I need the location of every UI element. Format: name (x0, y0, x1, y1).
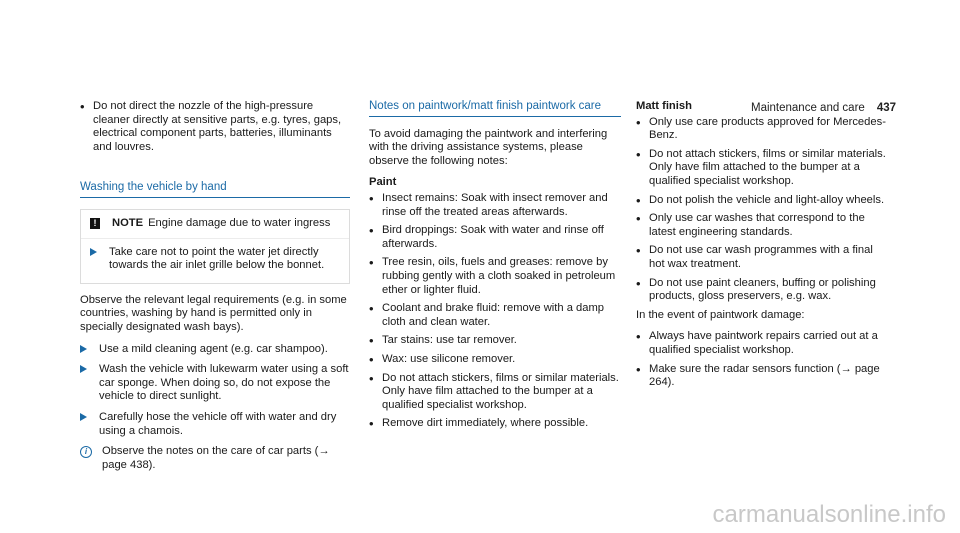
info-text: Observe the notes on the care of car parts (→ page 438). (102, 445, 330, 471)
section-title-washing: Washing the vehicle by hand (80, 181, 350, 198)
list-item: • Make sure the radar sensors function (→ page 264). (636, 363, 886, 390)
step-3 (80, 411, 350, 438)
column-3 (636, 100, 886, 395)
list-item: • Do not attach stickers, films or similar materials. Only have film attached to the bumper at a qualified specialist workshop. (636, 148, 886, 189)
legal-paragraph: Observe the relevant legal requirements (e.g. in some countries, washing by hand is permitted only in specially designated wash bays). (80, 293, 347, 333)
list-item: • Insect remains: Soak with insect remover and rinse off the treated areas afterwards. (369, 192, 621, 219)
note-step (90, 246, 340, 273)
paint-heading: Paint (369, 176, 397, 189)
info-note (80, 445, 350, 472)
warning-icon: ! (90, 218, 100, 229)
list-item: • Do not direct the nozzle of the high-pressure cleaner directly at sensitive parts, e.g. tyres, gaps, electrical component parts, batteries, illuminants and louvres. (80, 100, 350, 154)
intro-list (80, 100, 350, 154)
matt-heading: Matt finish (636, 100, 692, 112)
list-item: • Do not attach stickers, films or similar materials. Only have film attached to the bumper at a qualified specialist workshop. (369, 372, 621, 413)
step-arrow-icon (80, 365, 87, 373)
note-box (80, 209, 350, 284)
list-item: • Wax: use silicone remover. (369, 353, 621, 367)
list-item: • Coolant and brake fluid: remove with a damp cloth and clean water. (369, 302, 621, 329)
list-item: • Tar stains: use tar remover. (369, 334, 621, 348)
list-item: • Remove dirt immediately, where possible. (369, 417, 621, 431)
list-item: • Only use car washes that correspond to the latest engineering standards. (636, 212, 886, 239)
step-arrow-icon (80, 345, 87, 353)
step-arrow-icon (80, 413, 87, 421)
damage-list (636, 330, 886, 389)
step-2 (80, 363, 350, 404)
paintwork-intro: To avoid damaging the paintwork and interfering with the driving assistance systems, please observe the following notes: (369, 127, 608, 167)
note-label: NOTE (112, 216, 144, 229)
list-item: • Do not use car wash programmes with a final hot wax treatment. (636, 244, 886, 271)
header-title: Maintenance and care (751, 102, 865, 114)
info-icon: i (80, 446, 92, 458)
list-item: • Always have paintwork repairs carried out at a qualified specialist workshop. (636, 330, 886, 357)
watermark: carmanualsonline.info (712, 501, 946, 528)
matt-list (636, 116, 886, 304)
list-item: • Do not use paint cleaners, buffing or polishing products, gloss preservers, e.g. wax. (636, 277, 886, 304)
column-2 (369, 100, 621, 436)
step-text: Carefully hose the vehicle off with water and dry using a chamois. (99, 410, 337, 437)
list-item: • Do not polish the vehicle and light-alloy wheels. (636, 194, 886, 208)
list-item: • Only use care products approved for Mercedes-Benz. (636, 116, 886, 143)
step-text: Use a mild cleaning agent (e.g. car shampoo). (99, 342, 328, 355)
section-title-paintwork: Notes on paintwork/matt finish paintwork care (369, 100, 621, 117)
note-body (81, 238, 349, 283)
note-header (81, 210, 349, 238)
list-item: • Bird droppings: Soak with water and rinse off afterwards. (369, 224, 621, 251)
step-1 (80, 343, 350, 357)
note-step-text: Take care not to point the water jet directly towards the air inlet grille below the bonnet. (109, 245, 325, 272)
step-text: Wash the vehicle with lukewarm water using a soft car sponge. When doing so, do not expose the vehicle to direct sunlight. (99, 363, 349, 403)
column-1 (80, 100, 350, 472)
paint-list (369, 192, 621, 431)
page-number: 437 (876, 102, 896, 114)
note-text: Engine damage due to water ingress (148, 216, 331, 229)
damage-paragraph: In the event of paintwork damage: (636, 308, 805, 321)
step-arrow-icon (90, 248, 97, 256)
list-item: • Tree resin, oils, fuels and greases: remove by rubbing gently with a cloth soaked in petroleum ether or lighter fluid. (369, 256, 621, 297)
